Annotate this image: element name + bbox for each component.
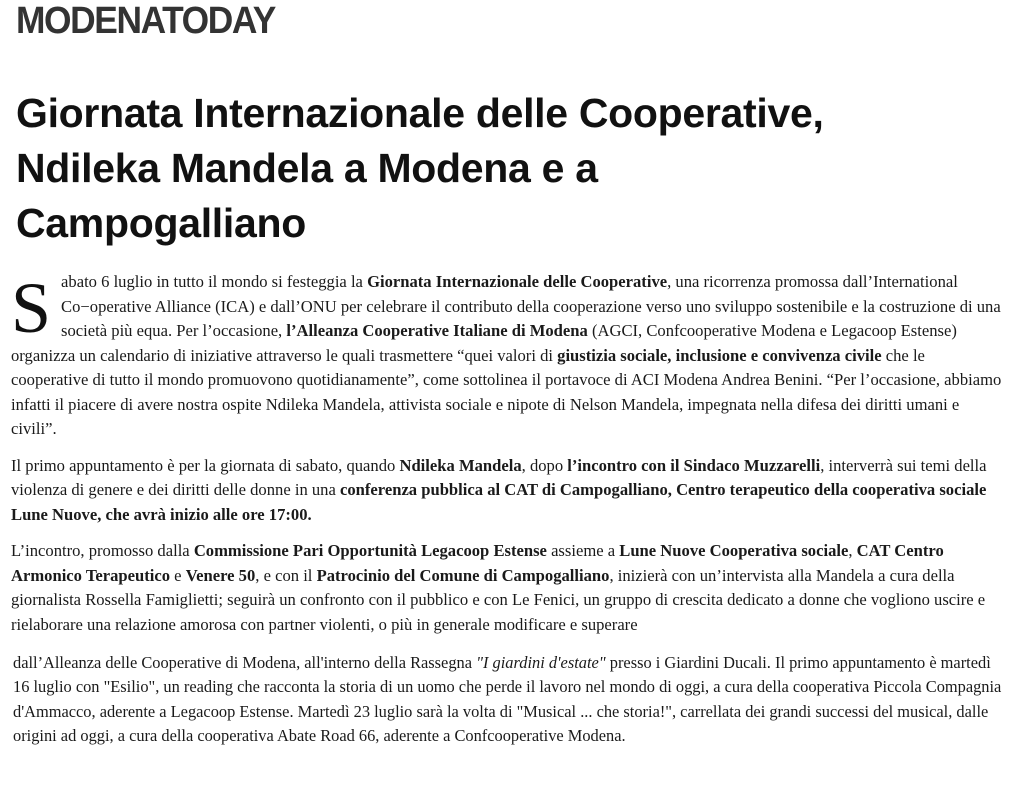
bold-text: l’Alleanza Cooperative Italiane di Modena — [286, 321, 588, 340]
paragraph-text — [11, 272, 1001, 438]
article-body — [11, 270, 1006, 640]
text-run: che le cooperative di tutto il mondo promuovono quotidianamente”, come sottolinea il portavoce di ACI Modena Andrea Benini. “Per l’occasione, abbiamo infatti il piacere di avere nostra ospite Ndileka Mandela, attivista sociale e nipote di Nelson Mandela, impegnata nella difesa dei diritti umani e civili”. — [11, 345, 1002, 438]
text-run: Il primo appuntamento è per la giornata di sabato, quando — [11, 455, 400, 475]
text-run: , inizierà con un’intervista alla Mandela a cura della giornalista Rossella Famiglietti; seguirà un confronto con il pubblico e con Le Fenici, un gruppo di crescita dedicato a donne che vogliono uscire e rielaborare una relazione amorosa con partner violenti, o più in generale modificare e superare — [11, 565, 986, 634]
headline-line: Ndileka Mandela a Modena e a — [16, 145, 598, 191]
bold-text: CAT Centro Armonico Terapeutico — [11, 541, 944, 585]
text-run: , dopo — [521, 455, 568, 475]
paragraph-text — [11, 541, 985, 634]
bold-text: Venere 50 — [185, 565, 256, 585]
article-paragraph-1 — [11, 270, 1006, 442]
article-headline — [16, 86, 1006, 251]
text-run: presso i Giardini Ducali. Il primo appuntamento è martedì 16 luglio con "Esilio", un reading che racconta la storia di un uomo che perde il lavoro nel mondo di oggi, a cura della cooperativa Piccola Compagnia d'Ammacco, aderente a Legacoop Estense. Martedì 23 luglio sarà la volta di "Musical ... che storia!", carrellata dei grandi successi del musical, dalle origini ad oggi, a cura della cooperativa Abate Road 66, aderente a Confcooperative Modena. — [13, 653, 1002, 746]
headline-line: Campogalliano — [16, 200, 306, 246]
paragraph-text — [11, 456, 987, 524]
text-run: dall’Alleanza delle Cooperative di Modena, all'interno della Rassegna — [13, 653, 477, 672]
text-run: , — [848, 541, 857, 560]
bold-text: giustizia sociale, inclusione e convivenza civile — [557, 345, 882, 365]
text-run: (AGCI, Confcooperative Modena e Legacoop Estense) organizza un calendario di iniziative attraverso le quali trasmettere “quei valori di — [11, 321, 957, 365]
site-logo[interactable]: MODENATODAY — [16, 0, 275, 42]
text-run: , una ricorrenza promossa dall’International Co−operative Alliance (ICA) e dall’ONU per celebrare il contributo della cooperazione verso uno sviluppo sostenibile e la costruzione di una società più equa. Per l’occasione, — [61, 272, 1001, 340]
text-run: L’incontro, promosso dalla — [11, 541, 194, 560]
text-run: abato 6 luglio in tutto il mondo si festeggia la — [61, 272, 368, 291]
italic-text: "I giardini d'estate" — [476, 653, 606, 672]
headline-line: Giornata Internazionale delle Cooperative, — [16, 90, 824, 136]
text-run: , interverrà sui temi della violenza di genere e dei diritti delle donne in una — [11, 455, 987, 499]
bold-text: Lune Nuove Cooperativa sociale — [619, 541, 849, 560]
article-paragraph-2 — [11, 454, 1006, 528]
bold-text: Patrocinio del Comune di Campogalliano — [316, 565, 610, 585]
text-run: assieme a — [546, 541, 620, 560]
article-paragraph-continued — [13, 651, 1008, 749]
paragraph-text — [13, 653, 1001, 745]
text-run: e — [170, 565, 186, 585]
bold-text: Giornata Internazionale delle Cooperative — [367, 272, 668, 291]
drop-cap: S — [11, 270, 52, 348]
text-run: , e con il — [255, 565, 317, 585]
bold-text: Commissione Pari Opportunità Legacoop Estense — [193, 541, 547, 560]
bold-text: Ndileka Mandela — [399, 455, 522, 475]
bold-text: conferenza pubblica al CAT di Campogalliano, Centro terapeutico della cooperativa sociale Lune Nuove, che avrà inizio alle ore 17:00. — [11, 480, 987, 524]
article-paragraph-3 — [11, 539, 1006, 637]
bold-text: l’incontro con il Sindaco Muzzarelli — [567, 455, 821, 475]
